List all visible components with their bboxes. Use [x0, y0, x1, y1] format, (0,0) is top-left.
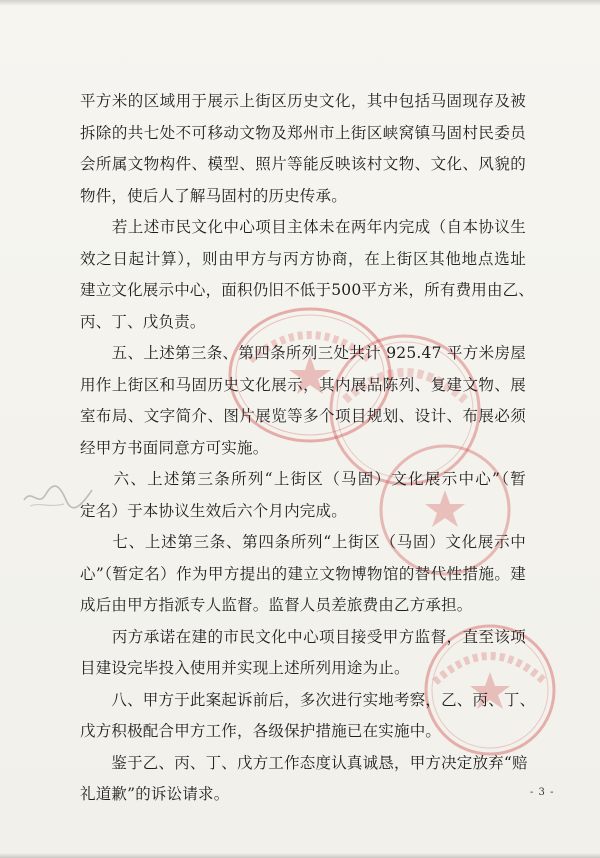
text-line: 若上述市民文化中心项目主体未在两年内完成（自本协议生	[80, 218, 526, 236]
paragraph	[80, 212, 535, 338]
text-line: 室布局、文字简介、图片展览等多个项目规划、设计、布展必须	[80, 407, 526, 425]
text-line: 五、上述第三条、第四条所列三处共计 925.47 平方米房屋	[80, 344, 526, 362]
text-line: 戊方积极配合甲方工作，各级保护措施已在实施中。	[80, 722, 442, 740]
paragraph	[80, 685, 536, 748]
scan-bottom-edge	[0, 853, 600, 858]
text-line: 会所属文物构件、模型、照片等能反映该村文物、文化、风貌的	[80, 155, 526, 173]
text-line: 建立文化展示中心，面积仍旧不低于500平方米，所有费用由乙、	[80, 281, 535, 299]
text-line: 拆除的共七处不可移动文物及郑州市上街区峡窝镇马固村民委员	[80, 123, 526, 142]
paragraph	[80, 464, 526, 527]
paragraph	[80, 527, 526, 622]
text-line: 成后由甲方指派专人监督。监督人员差旅费由乙方承担。	[80, 596, 473, 614]
text-line: 鉴于乙、丙、丁、戊方工作态度认真诚恳，甲方决定放弃“赔	[80, 753, 528, 772]
text-line: 六、上述第三条所列“上街区（马固）文化展示中心”（暂	[80, 470, 526, 488]
text-line: 用作上街区和马固历史文化展示，其内展品陈列、复建文物、展	[80, 375, 526, 394]
page-number: - 3 -	[530, 787, 555, 798]
text-line: 丙方承诺在建的市民文化中心项目接受甲方监督，直至该项	[80, 627, 526, 646]
paragraph	[80, 748, 526, 811]
text-line: 平方米的区域用于展示上街区历史文化，其中包括马固现存及被	[80, 92, 526, 110]
text-line: 定名）于本协议生效后六个月内完成。	[80, 501, 347, 520]
text-line: 丙、丁、戊负责。	[80, 312, 206, 331]
text-line: 七、上述第三条、第四条所列“上街区（马固）文化展示中	[80, 533, 526, 551]
text-line: 物件，使后人了解马固村的历史传承。	[80, 186, 347, 205]
text-line: 心”（暂定名）作为甲方提出的建立文物博物馆的替代性措施。建	[80, 564, 526, 583]
paragraph	[80, 86, 526, 212]
paragraph	[80, 338, 526, 464]
text-line: 经甲方书面同意方可实施。	[80, 438, 269, 457]
scan-top-edge	[0, 0, 600, 6]
text-line: 效之日起计算），则由甲方与丙方协商，在上街区其他地点选址	[80, 249, 526, 268]
paragraph	[80, 622, 526, 685]
document-body	[80, 86, 536, 811]
text-line: 八、甲方于此案起诉前后，多次进行实地考察，乙、丙、丁、	[80, 690, 536, 709]
text-line: 目建设完毕投入使用并实现上述所列用途为止。	[80, 659, 410, 677]
text-line: 礼道歉”的诉讼请求。	[80, 785, 230, 803]
